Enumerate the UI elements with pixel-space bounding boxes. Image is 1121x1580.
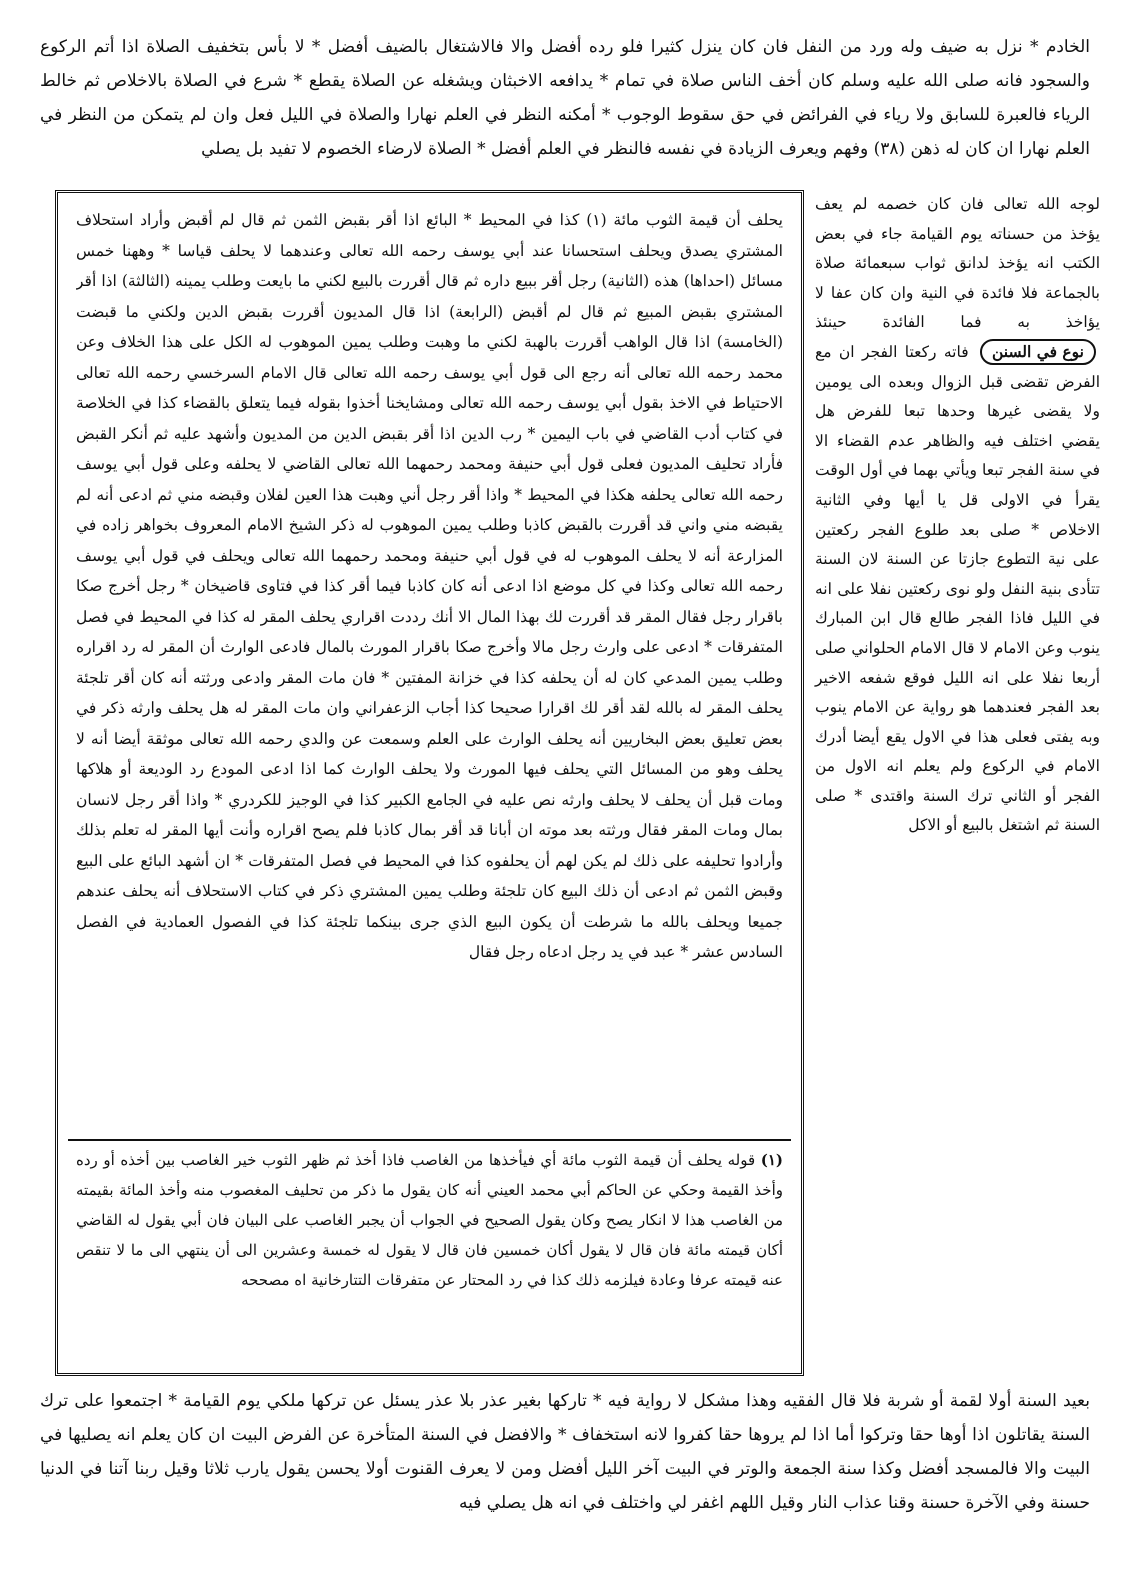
main-text: يحلف أن قيمة الثوب مائة (١) كذا في المحيط * البائع اذا أقر بقبض الثمن ثم قال لم أقبض وأراد استحلاف المشتري يصدق ويحلف استحسانا عند أبي يوسف رحمه الله تعالى وعندهما لا يحلف قياسا * وههنا خمس مسائل (احداها) هذه (الثانية) رجل أقر ببيع داره ثم قال أقررت بالبيع لكني ما بايعت وطلب يمينه (الثالثة) اذا أقر المشتري بقبض المبيع ثم قال لم أقبض (الرابعة) اذا قال المديون أقررت بقبض الدين ولكني ما قبضت (الخامسة) اذا قال الواهب أقررت بالهبة لكني ما وهبت وطلب يمين الموهوب له الكل على هذا الخلاف وعن محمد رحمه الله تعالى أنه رجع الى قول أبي يوسف رحمه الله تعالى قال الامام السرخسي رحمه الله تعالى الاحتياط في الاخذ بقول أبي يوسف رحمه الله تعالى ومشايخنا أخذوا بقوله فيما يتعلق بالقضاء كذا في الخلاصة في كتاب أدب القاضي في باب اليمين * رب الدين اذا أقر بقبض الدين من المديون وأشهد عليه ثم أنكر القبض فأراد تحليف المديون فعلى قول أبي حنيفة ومحمد رحمهما الله تعالى القاضي لا يحلفه وعلى قول أبي يوسف رحمه الله تعالى يحلفه هكذا في المحيط * واذا أقر رجل أني وهبت هذا العين لفلان وقبضه مني ثم ادعى أنه لم يقبضه مني واني قد أقررت بالقبض كاذبا وطلب يمين الموهوب له ذكر الشيخ الامام المعروف بخواهر زاده في المزارعة أنه لا يحلف الموهوب له في قول أبي حنيفة ومحمد رحمهما الله تعالى ويحلف في قول أبي يوسف رحمه الله تعالى وكذا في كل موضع اذا ادعى أنه كان كاذبا فيما أقر كذا في فتاوى قاضيخان * رجل أخرج صكا باقرار رجل فقال المقر قد أقررت لك بهذا المال الا أنك رددت اقراري يحلف المقر له كذا في المحيط في فصل المتفرقات * ادعى على وارث رجل مالا وأخرج صكا باقرار المورث بالمال فادعى الوارث أن المقر له رد اقراره وطلب يمين المدعي كان له أن يحلفه كذا في خزانة المفتين * فان مات المقر وادعى ورثته أنه كان أقر تلجئة يحلف المقر له بالله لقد أقر لك اقرارا صحيحا كذا أجاب الزعفراني وان مات المقر له هل يحلف وارثه ذكر في بعض تعليق بعض البخاريين أنه يحلف الوارث على العلم وسمعت عن والدي رحمه الله تعالى موثقة أيضا أنه لا يحلف وهو من المسائل التي يحلف فيها المورث ولا يحلف الوارث كما اذا ادعى المودع رد الوديعة أو هلاكها ومات قبل أن يحلف لا يحلف وارثه نص عليه في الجامع الكبير كذا في الوجيز للكردري * واذا أقر رجل لانسان بمال ومات المقر فقال ورثته بعد موته ان أبانا قد أقر بمال كاذبا فلم يصح اقراره وأنت أيها المقر له تعلم بذلك وأرادوا تحليفه على ذلك لم يكن لهم أن يحلفوه كذا في المحيط في فصل المتفرقات * ان أشهد البائع على البيع وقبض الثمن ثم ادعى أن ذلك البيع كان تلجئة وطلب يمين المشتري ذكر في كتاب الاستحلاف أنه يحلف عندهم جميعا ويحلف بالله ما شرطت أن يكون البيع الذي جرى بينكما تلجئة كذا في الفصول العمادية في الفصل السادس عشر * عبد في يد رجل ادعاه رجل فقال [76, 211, 783, 961]
footnote-divider [68, 1139, 791, 1141]
margin-text-continued: فاته ركعتا الفجر ان مع الفرض تقضى قبل الزوال وبعده الى يومين ولا يقضى غيرها وحدها تبعا للفرض هل يقضي اختلف فيه والظاهر عدم القضاء الا في سنة الفجر تبعا ويأتي بهما في أول الوقت يقرأ في الاولى قل يا أيها وفي الثانية الاخلاص * صلى بعد طلوع الفجر ركعتين على نية التطوع جازتا عن السنة لان السنة تتأدى بنية النفل ولو نوى ركعتين نفلا على انه في الليل فاذا الفجر طالع قال ابن المبارك ينوب وعن الامام لا قال الامام الحلواني صلى أربعا نفلا على انه الليل فوقع شفعه الاخير بعد الفجر فعندهما هو رواية عن الامام ينوب وبه يفتى فعلى هذا في الاول يقع أيضا أدرك الامام في الركوع ولم يعلم انه الاول من الفجر أو الثاني ترك السنة واقتدى * صلى السنة ثم اشتغل بالبيع أو الاكل [815, 342, 1100, 835]
footnote [76, 1145, 783, 1365]
top-text: الخادم * نزل به ضيف وله ورد من النفل فان كان ينزل كثيرا فلو رده أفضل والا فالاشتغال بالضيف أفضل * لا بأس بتخفيف الصلاة اذا أتم الركوع والسجود فانه صلى الله عليه وسلم كان أخف الناس صلاة في تمام * يدافعه الاخبثان ويشغله عن الصلاة يقطع * شرع في الصلاة بالاخلاص ثم خالط الرياء فالعبرة للسابق ولا رياء في الفرائض في حق سقوط الوجوب * أمكنه النظر في العلم نهارا والصلاة في الليل فعل وان لم يتمكن من النظر في العلم نهارا ان كان له ذهن (٣٨) وفهم ويعرف الزيادة في نفسه فالنظر في العلم أفضل * الصلاة لارضاء الخصوم لا تفيد بل يصلي [40, 37, 1090, 159]
main-frame [55, 190, 804, 1376]
footnote-text: قوله يحلف أن قيمة الثوب مائة أي فيأخذها من الغاصب فاذا أخذ ثم ظهر الثوب خير الغاصب بين أخذه أو رده وأخذ القيمة وحكي عن الحاكم أبي محمد العيني أنه كان يقول ما ذكر من تحليف المغصوب منه وأخذ المائة بقيمته من الغاصب هذا لا انكار يصح وكان يقول الصحيح في الجواب أن يجبر الغاصب على البيان فان أبي يقول له القاضي أكان قيمته مائة فان قال لا يقول أكان خمسين فان قال لا يقول له خمسة وعشرين الى أن ينتهي الى ما لا تنقص عنه قيمته عرفا وعادة فيلزمه ذلك كذا في رد المحتار عن متفرقات التتارخانية اه مصححه [76, 1151, 783, 1289]
margin-text: لوجه الله تعالى فان كان خصمه لم يعف يؤخذ من حسناته يوم القيامة جاء في بعض الكتب انه يؤخذ لدانق ثواب سبعمائة صلاة بالجماعة فلا فائدة في النية وان كان عفا لا يؤاخذ به فما الفائدة حينئذ [815, 195, 1100, 332]
margin-column [815, 190, 1100, 841]
footnote-number: (١) [760, 1151, 783, 1169]
bottom-text-block [40, 1384, 1090, 1520]
bottom-text: بعيد السنة أولا لقمة أو شربة فلا قال الفقيه وهذا مشكل لا رواية فيه * تاركها بغير عذر بلا عذر يسئل عن تركها ملكي يوم القيامة * اجتمعوا على ترك السنة يقاتلون اذا أوها حقا وتركوا أما اذا لم يروها حقا كفروا لانه استخفاف * والافضل في السنة المتأخرة عن الفرض البيت ان كان يعلم انه يصليها في البيت والا فالمسجد أفضل وكذا سنة الجمعة والوتر في البيت آخر الليل أفضل ومن لا يعرف القنوت أولا يحسن يقول يارب ثلاثا وقيل ربنا آتنا في الدنيا حسنة وفي الآخرة حسنة وقنا عذاب النار وقيل اللهم اغفر لي واختلف في انه هل يصلي فيه [40, 1391, 1090, 1513]
margin-section-heading: نوع في السنن [980, 339, 1096, 365]
top-text-block [40, 30, 1090, 166]
